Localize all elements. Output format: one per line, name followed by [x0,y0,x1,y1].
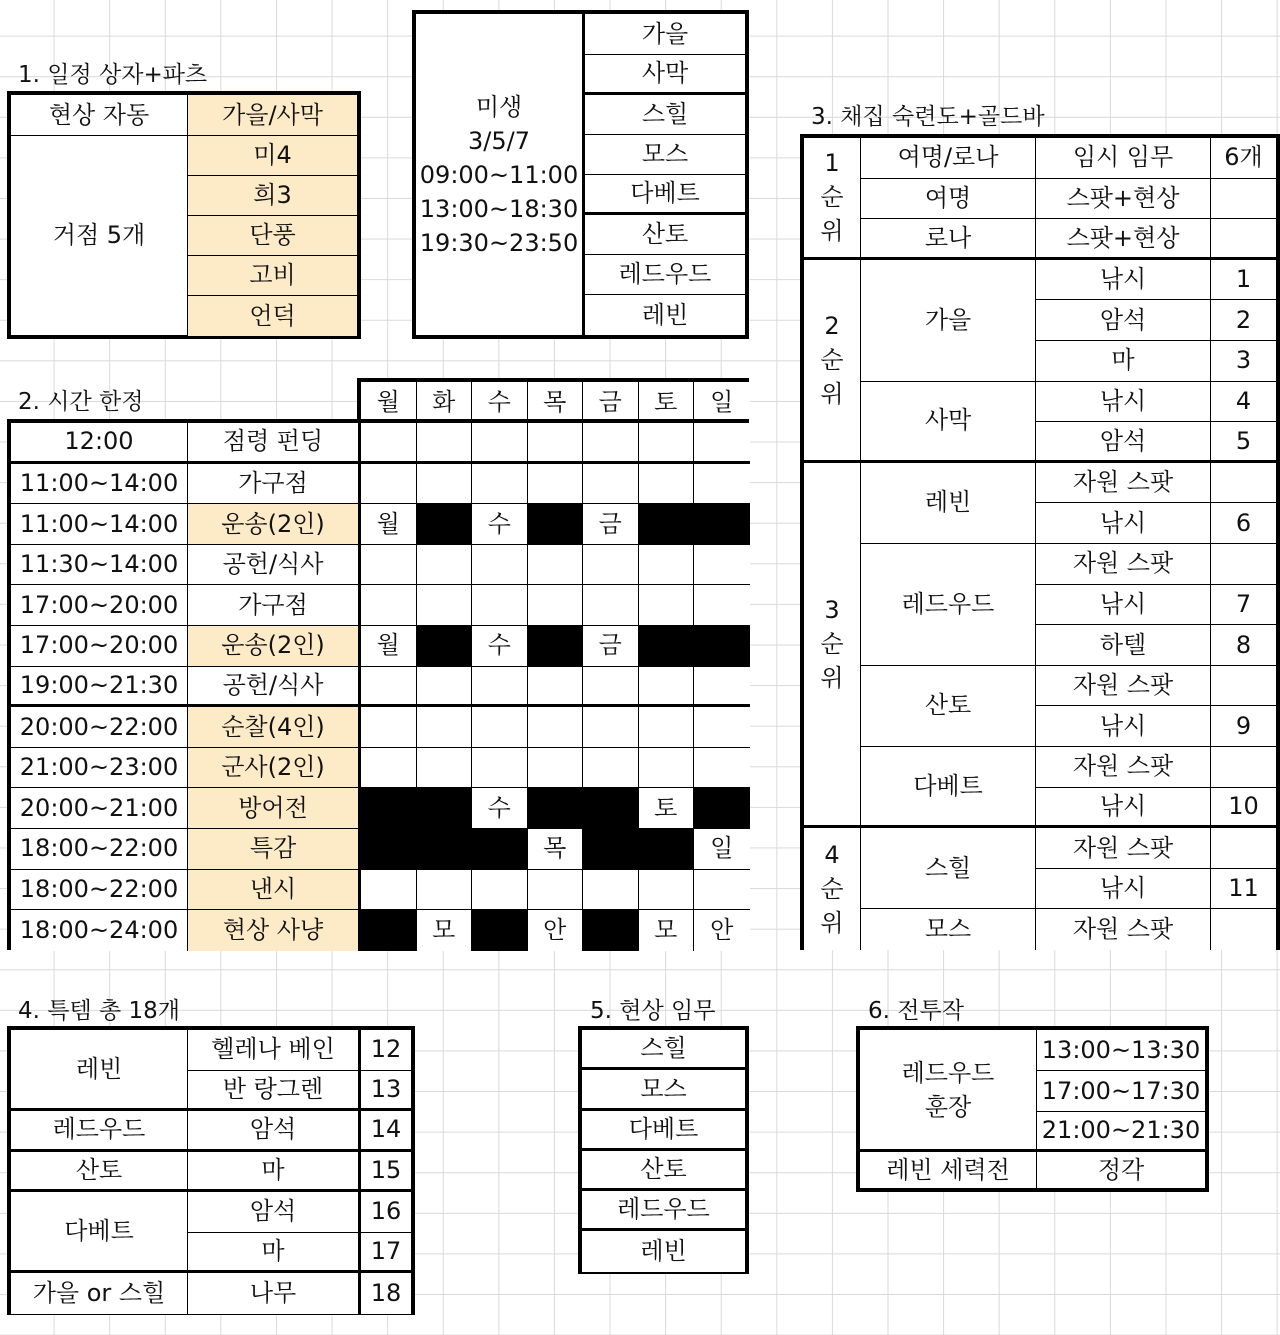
battle-time-1: 13:00~13:30 [1037,1030,1205,1071]
day-cell [361,423,417,464]
battle-time-2: 17:00~17:30 [1037,1071,1205,1112]
day-cell [583,748,639,789]
day-cell [472,667,528,708]
area-name: 가을 [861,260,1036,382]
day-cell [472,707,528,748]
day-cell [472,423,528,464]
battle-time-3: 21:00~21:30 [1037,1112,1205,1152]
area-name: 다베트 [861,747,1036,828]
day-cell [694,423,750,464]
day-cell [639,585,695,626]
gold-bar-number: 6 [1211,503,1276,544]
event-time: 18:00~22:00 [11,829,188,870]
day-cell [417,464,473,505]
day-cell [361,870,417,911]
bounty-mission-item: 스힐 [582,1030,745,1070]
priority-count [1211,179,1276,220]
blocked-day-cell [417,829,473,870]
autumn-desert-header: 가을/사막 [188,95,357,136]
day-cell: 수 [472,504,528,545]
gold-bar-number: 1 [1211,260,1276,301]
auto-bounty-header: 현상 자동 [11,95,188,136]
weekday-header-cell: 수 [472,382,528,423]
event-name: 가구점 [188,464,361,505]
misaeng-title: 미생 [475,92,523,121]
base-item: 미4 [188,136,357,176]
day-cell [528,870,584,911]
gold-bar-number [1211,544,1276,585]
base-item: 언덕 [188,296,357,336]
schedule-box-table [7,91,361,339]
day-cell [472,585,528,626]
gold-bar-number: 5 [1211,422,1276,463]
special-item-number: 18 [361,1273,411,1314]
day-cell [639,707,695,748]
day-cell: 안 [528,910,584,951]
blocked-day-cell [417,504,473,545]
weekday-header-cell: 화 [417,382,473,423]
special-item-number: 13 [361,1071,411,1112]
day-cell [417,667,473,708]
special-area: 다베트 [11,1192,188,1273]
day-cell: 모 [639,910,695,951]
misaeng-time-2: 13:00~18:30 [419,194,579,223]
gold-bar-number: 11 [1211,869,1276,910]
misaeng-area: 스힐 [585,95,745,135]
activity: 암석 [1036,300,1211,341]
blocked-day-cell [361,910,417,951]
special-area: 산토 [11,1152,188,1193]
bounty-mission-table [578,1026,749,1274]
event-name: 가구점 [188,585,361,626]
activity: 자원 스팟 [1036,909,1211,950]
priority-task: 스팟+현상 [1036,219,1211,260]
event-name: 방어전 [188,788,361,829]
activity: 자원 스팟 [1036,544,1211,585]
blocked-day-cell [417,626,473,667]
rank-char: 3 [824,595,840,624]
event-name: 현상 사냥 [188,910,361,951]
special-item: 반 랑그렌 [188,1071,361,1112]
special-item: 나무 [188,1273,361,1314]
blocked-day-cell [583,788,639,829]
blocked-day-cell [583,829,639,870]
blocked-day-cell [472,829,528,870]
day-cell [639,423,695,464]
day-cell [361,667,417,708]
event-time: 11:00~14:00 [11,464,188,505]
day-cell [639,667,695,708]
blocked-day-cell [528,504,584,545]
event-name: 공헌/식사 [188,545,361,586]
weekday-header-cell: 토 [639,382,695,423]
gold-bar-number: 9 [1211,706,1276,747]
gold-bar-number [1211,828,1276,869]
rank-char: 순 [820,183,844,212]
day-cell [694,545,750,586]
special-item-number: 16 [361,1192,411,1233]
special-item: 헬레나 베인 [188,1030,361,1071]
day-cell [694,748,750,789]
day-cell [694,585,750,626]
activity: 낚시 [1036,869,1211,910]
day-cell: 목 [528,829,584,870]
event-time: 17:00~20:00 [11,626,188,667]
misaeng-time-3: 19:30~23:50 [419,228,579,257]
event-name: 특감 [188,829,361,870]
activity: 마 [1036,341,1211,382]
day-cell [361,585,417,626]
day-cell [361,707,417,748]
rank-char: 4 [824,841,840,870]
special-item: 암석 [188,1111,361,1152]
misaeng-time-1: 09:00~11:00 [419,160,579,189]
base-item: 고비 [188,256,357,296]
special-item: 마 [188,1233,361,1274]
day-cell [528,585,584,626]
rank-char: 1 [824,149,840,178]
day-cell: 금 [583,626,639,667]
activity: 낚시 [1036,706,1211,747]
blocked-day-cell [361,829,417,870]
priority-task: 스팟+현상 [1036,179,1211,220]
activity: 하텔 [1036,625,1211,666]
blocked-day-cell [639,626,695,667]
special-area: 레빈 [11,1030,188,1111]
weekday-header-cell: 일 [694,382,750,423]
base-item: 희3 [188,176,357,216]
activity: 자원 스팟 [1036,747,1211,788]
activity: 자원 스팟 [1036,463,1211,504]
activity: 암석 [1036,422,1211,463]
levin-faction-war: 레빈 세력전 [860,1152,1037,1188]
special-item-number: 17 [361,1233,411,1274]
bounty-mission-item: 다베트 [582,1111,745,1151]
special-items-table [7,1026,415,1315]
day-cell [694,870,750,911]
area-name: 스힐 [861,828,1036,909]
day-cell [472,870,528,911]
day-cell [361,464,417,505]
section5-title: 5. 현상 임무 [590,998,716,1024]
special-item-number: 14 [361,1111,411,1152]
rank-char: 순 [820,875,844,904]
rank-cell [804,828,861,950]
special-item-number: 15 [361,1152,411,1193]
activity: 자원 스팟 [1036,828,1211,869]
gold-bar-number [1211,666,1276,707]
gold-bar-number [1211,747,1276,788]
day-cell [417,748,473,789]
day-cell [472,464,528,505]
blocked-day-cell [472,910,528,951]
day-cell [472,545,528,586]
day-cell [528,707,584,748]
on-the-hour: 정각 [1037,1152,1205,1188]
event-time: 20:00~22:00 [11,707,188,748]
misaeng-area: 모스 [585,135,745,175]
day-cell [361,545,417,586]
day-cell [639,870,695,911]
event-name: 군사(2인) [188,748,361,789]
day-cell [472,748,528,789]
blocked-day-cell [639,504,695,545]
day-cell [528,545,584,586]
section4-title: 4. 특템 총 18개 [18,998,181,1024]
area-name: 산토 [861,666,1036,747]
day-cell [361,748,417,789]
priority-area: 여명/로나 [861,138,1036,179]
blocked-day-cell [417,788,473,829]
misaeng-table [412,10,749,339]
blocked-day-cell [583,910,639,951]
area-name: 레드우드 [861,544,1036,666]
blocked-day-cell [528,788,584,829]
weekday-header-cell: 금 [583,382,639,423]
section2-title: 2. 시간 한정 [18,389,144,415]
base-count-cell: 거점 5개 [11,136,188,335]
misaeng-area: 다베트 [585,175,745,215]
battle-table [856,1026,1209,1192]
rank-char: 위 [820,663,844,692]
misaeng-days: 3/5/7 [468,126,530,155]
day-cell [528,464,584,505]
day-cell [694,707,750,748]
day-cell: 안 [694,910,750,951]
event-name: 운송(2인) [188,626,361,667]
event-time: 17:00~20:00 [11,585,188,626]
activity: 낚시 [1036,585,1211,626]
day-cell [528,423,584,464]
gold-bar-number [1211,909,1276,950]
day-cell [639,545,695,586]
weekday-header-cell: 목 [528,382,584,423]
day-cell [528,667,584,708]
rank-char: 2 [824,311,840,340]
misaeng-area: 사막 [585,55,745,95]
rank-char: 순 [820,629,844,658]
day-cell [694,464,750,505]
misaeng-area: 레빈 [585,295,745,335]
gathering-table [800,134,1280,950]
blocked-day-cell [694,788,750,829]
special-area: 레드우드 [11,1111,188,1152]
event-name: 운송(2인) [188,504,361,545]
base-item: 단풍 [188,216,357,256]
gold-bar-number: 4 [1211,382,1276,423]
day-cell [417,707,473,748]
special-area: 가을 or 스힐 [11,1273,188,1314]
event-time: 20:00~21:00 [11,788,188,829]
day-cell [528,748,584,789]
gold-bar-number: 8 [1211,625,1276,666]
gold-bar-number: 10 [1211,788,1276,829]
area-name: 모스 [861,909,1036,950]
misaeng-area: 레드우드 [585,255,745,295]
event-time: 21:00~23:00 [11,748,188,789]
weekday-header-cell: 월 [361,382,417,423]
priority-area: 여명 [861,179,1036,220]
blocked-day-cell [361,788,417,829]
event-time: 18:00~24:00 [11,910,188,951]
redwood-medal-cell [860,1030,1037,1152]
day-cell [583,870,639,911]
blocked-day-cell [639,829,695,870]
day-cell: 모 [417,910,473,951]
redwood-label: 레드우드 [901,1058,995,1087]
area-name: 레빈 [861,463,1036,544]
day-cell [583,423,639,464]
special-item: 마 [188,1152,361,1193]
section1-title: 1. 일정 상자+파츠 [18,62,208,88]
event-name: 공헌/식사 [188,667,361,708]
activity: 낚시 [1036,788,1211,829]
rank-char: 위 [820,909,844,938]
gold-bar-number: 3 [1211,341,1276,382]
priority-count: 6개 [1211,138,1276,179]
day-cell [583,464,639,505]
day-cell [417,545,473,586]
rank-char: 위 [820,379,844,408]
day-cell [639,464,695,505]
event-time: 11:30~14:00 [11,545,188,586]
section6-title: 6. 전투작 [868,998,964,1024]
day-cell: 월 [361,626,417,667]
special-item-number: 12 [361,1030,411,1071]
activity: 낚시 [1036,260,1211,301]
day-cell: 일 [694,829,750,870]
day-cell: 수 [472,788,528,829]
day-cell: 월 [361,504,417,545]
area-name: 사막 [861,382,1036,463]
day-cell [583,707,639,748]
bounty-mission-item: 레빈 [582,1232,745,1272]
gold-bar-number [1211,463,1276,504]
day-cell [694,667,750,708]
bounty-mission-item: 모스 [582,1070,745,1110]
priority-count [1211,219,1276,260]
weekday-header [357,378,749,423]
day-cell [583,585,639,626]
rank-char: 위 [820,217,844,246]
event-name: 순찰(4인) [188,707,361,748]
day-cell [417,585,473,626]
time-limited-table [7,419,749,950]
blocked-day-cell [694,626,750,667]
day-cell: 금 [583,504,639,545]
day-cell [417,870,473,911]
day-cell: 토 [639,788,695,829]
day-cell [583,545,639,586]
event-time: 18:00~22:00 [11,870,188,911]
rank-cell [804,260,861,463]
medal-label: 훈장 [924,1092,972,1121]
event-time: 11:00~14:00 [11,504,188,545]
bounty-mission-item: 산토 [582,1151,745,1191]
day-cell [639,748,695,789]
misaeng-area: 산토 [585,215,745,255]
blocked-day-cell [528,626,584,667]
section3-title: 3. 채집 숙련도+골드바 [811,104,1045,130]
misaeng-info-cell [416,14,585,335]
bounty-mission-item: 레드우드 [582,1191,745,1231]
event-time: 19:00~21:30 [11,667,188,708]
priority-task: 임시 임무 [1036,138,1211,179]
day-cell [583,667,639,708]
rank-cell [804,463,861,828]
misaeng-area: 가을 [585,14,745,55]
rank-char: 순 [820,345,844,374]
event-name: 낸시 [188,870,361,911]
special-item: 암석 [188,1192,361,1233]
activity: 자원 스팟 [1036,666,1211,707]
gold-bar-number: 2 [1211,300,1276,341]
event-name: 점령 펀딩 [188,423,361,464]
event-time: 12:00 [11,423,188,464]
activity: 낚시 [1036,503,1211,544]
blocked-day-cell [694,504,750,545]
gold-bar-number: 7 [1211,585,1276,626]
priority-area: 로나 [861,219,1036,260]
rank-cell [804,138,861,260]
activity: 낚시 [1036,382,1211,423]
day-cell: 수 [472,626,528,667]
day-cell [417,423,473,464]
